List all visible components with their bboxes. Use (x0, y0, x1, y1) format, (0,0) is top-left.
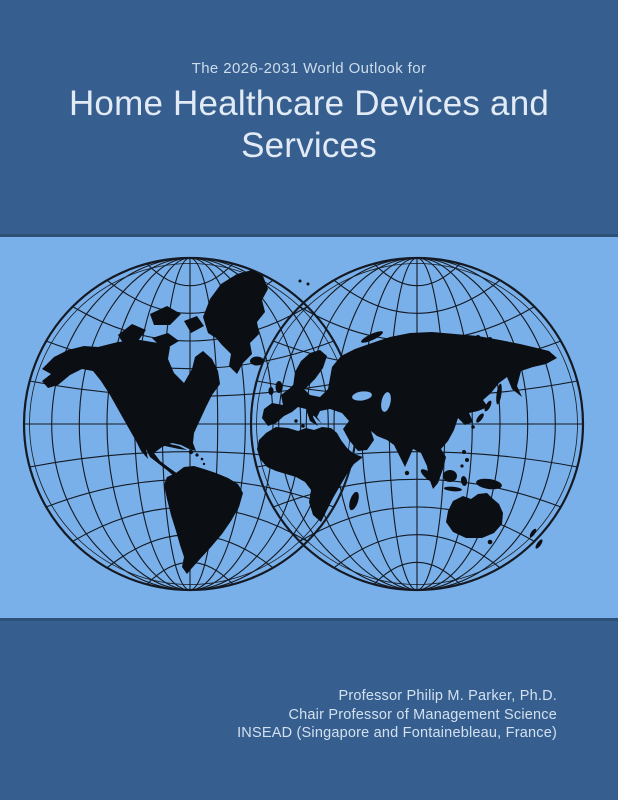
series-title: The 2026-2031 World Outlook for (191, 60, 427, 77)
cover-bottom-band (0, 618, 618, 800)
north-america (42, 340, 220, 478)
world-map-illustration (0, 237, 618, 618)
book-title-line-2: Services (241, 126, 377, 165)
book-title-line-1: Home Healthcare Devices and (68, 84, 550, 123)
australia (446, 493, 503, 538)
author-name: Professor Philip M. Parker, Ph.D. (338, 688, 557, 704)
java (444, 486, 462, 492)
map-band (0, 237, 618, 618)
cover-top-band (0, 0, 618, 237)
iceland (250, 357, 264, 366)
madagascar (347, 491, 360, 512)
author-block (0, 687, 557, 743)
new-zealand (528, 528, 537, 538)
author-affiliation: INSEAD (Singapore and Fontainebleau, France) (237, 725, 557, 741)
book-title (0, 83, 618, 167)
tasmania (488, 540, 493, 545)
ireland (268, 387, 273, 395)
author-title: Chair Professor of Management Science (288, 706, 557, 723)
sakhalin (495, 383, 503, 404)
south-america (164, 466, 243, 574)
great-britain (276, 381, 283, 393)
borneo (443, 470, 457, 482)
sulawesi (460, 476, 468, 487)
